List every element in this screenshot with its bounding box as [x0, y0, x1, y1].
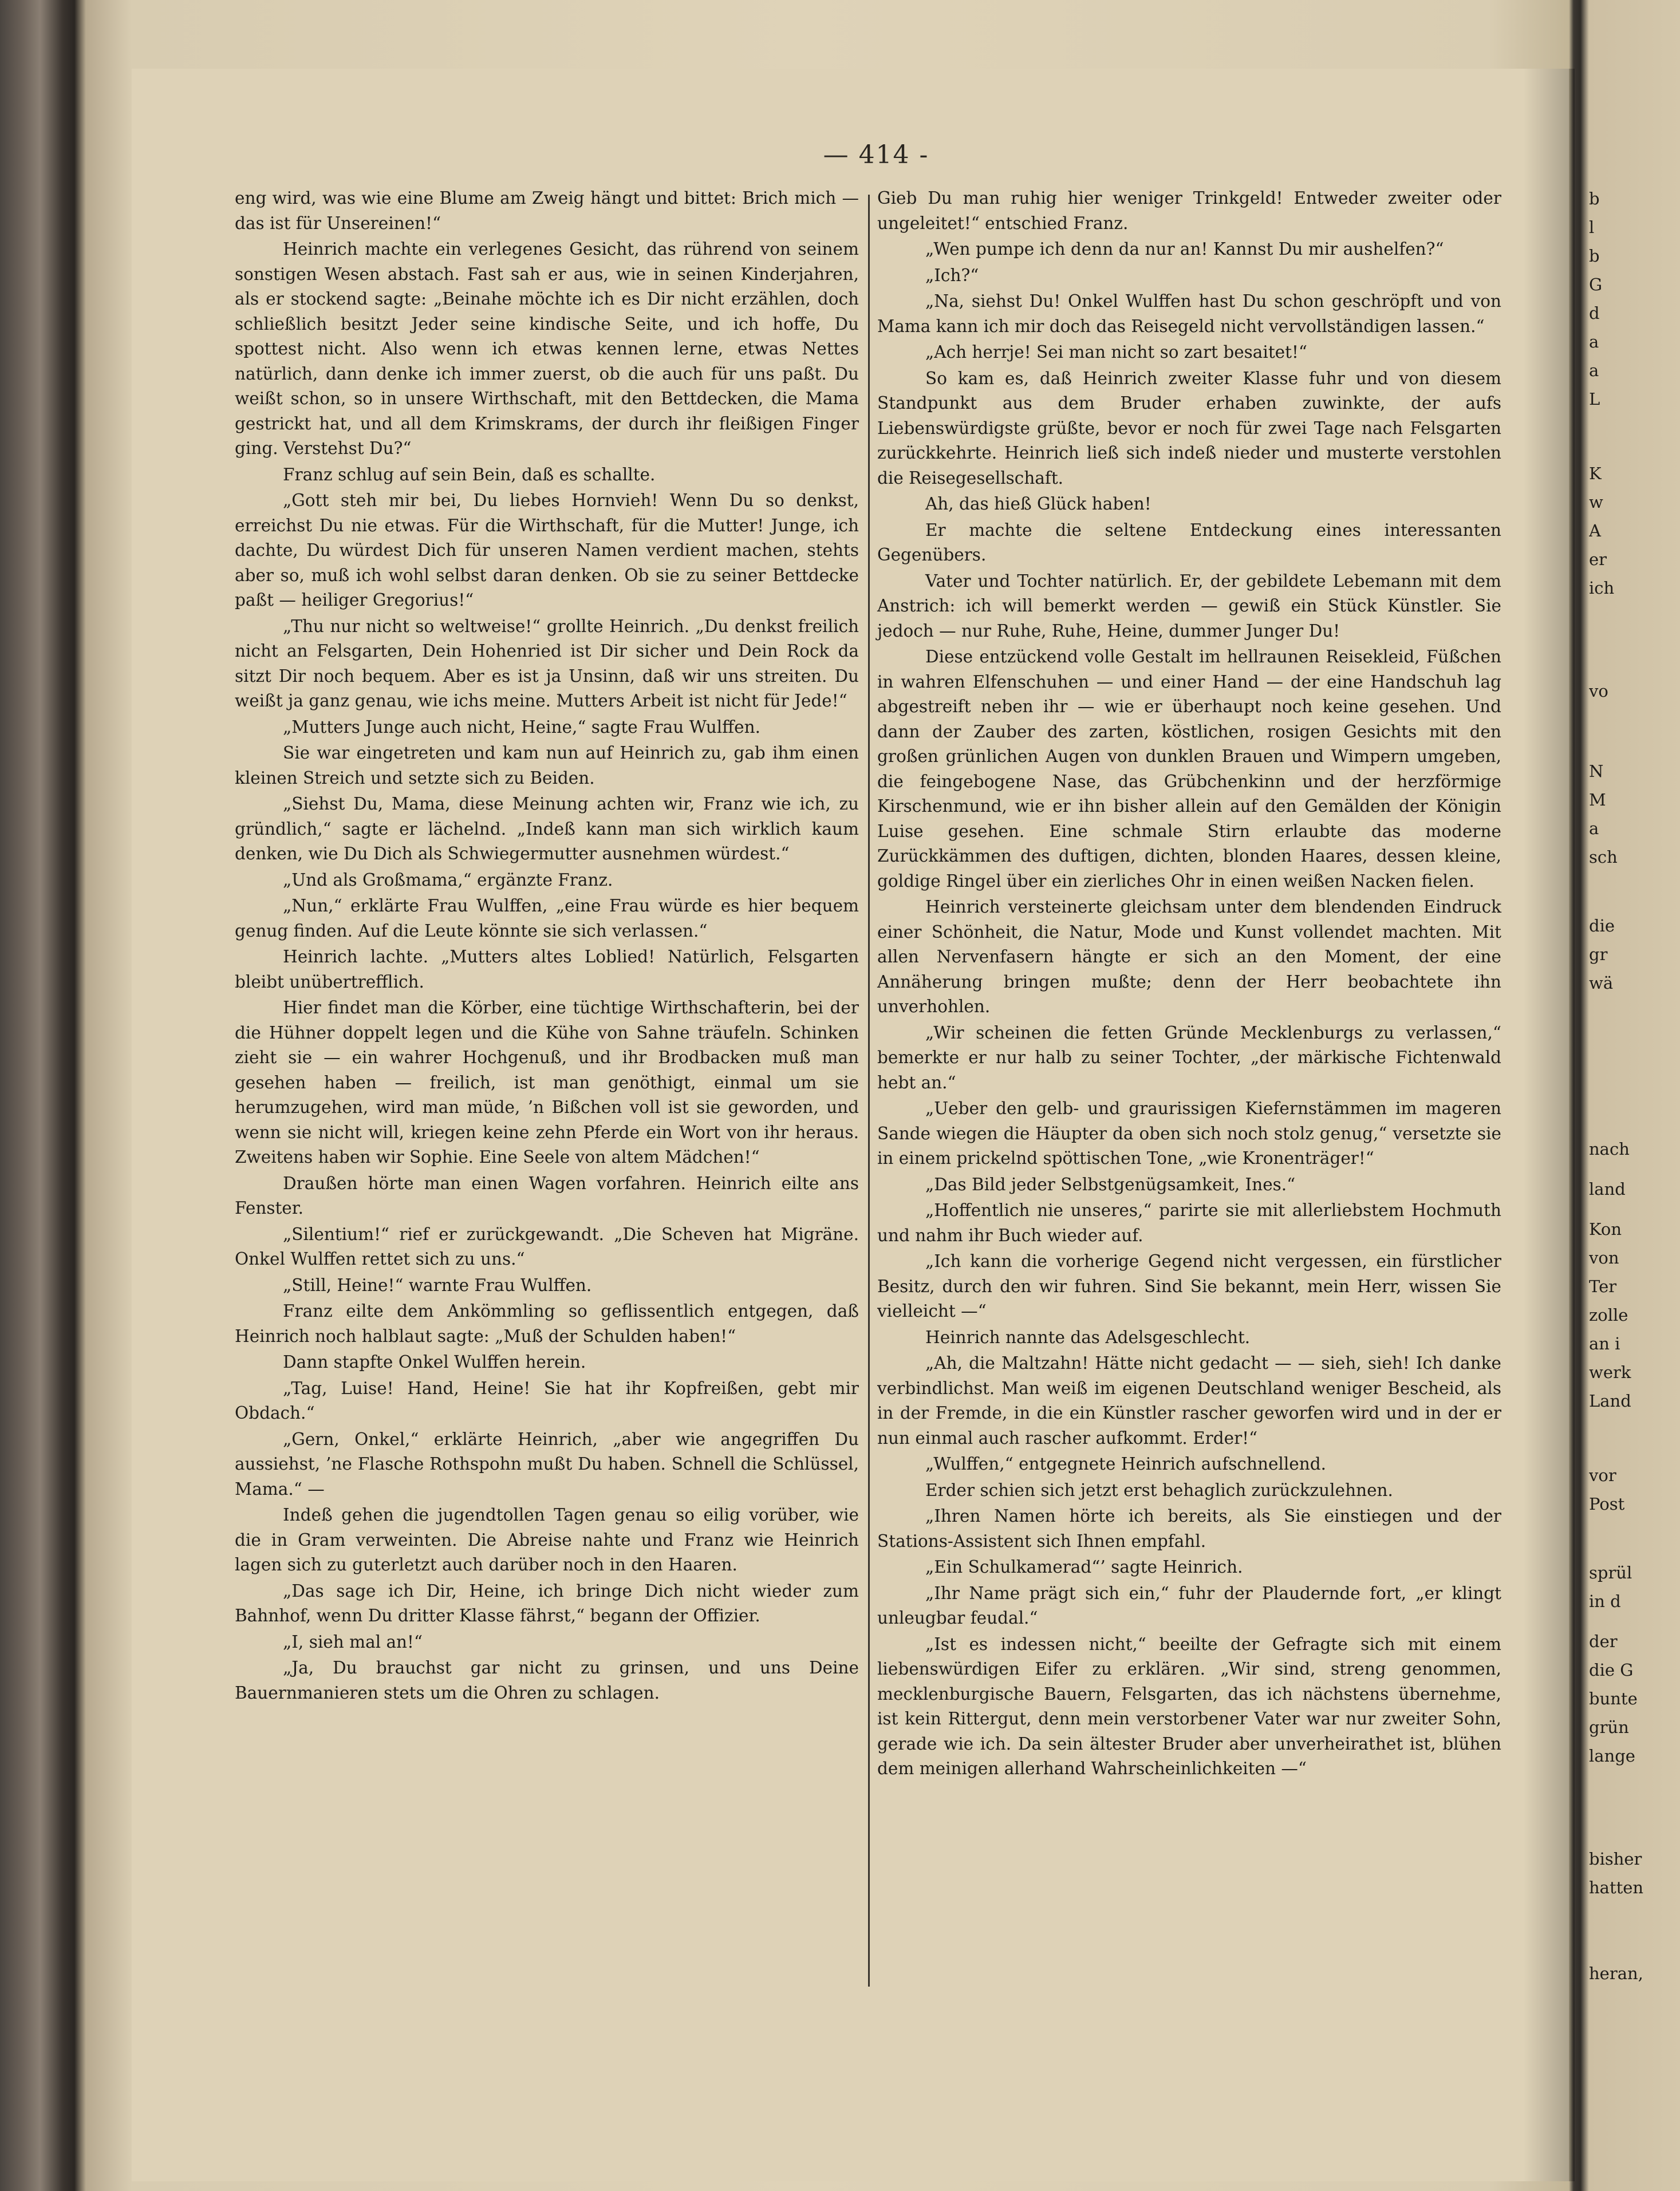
next-page-fragment: wä	[1589, 973, 1614, 993]
paragraph: Gieb Du man ruhig hier weniger Trinkgeld! Entweder zweiter oder ungeleitet!“ entschied Franz.	[877, 188, 1501, 233]
paragraph: „Tag, Luise! Hand, Heine! Sie hat ihr Kopfreißen, gebt mir Obdach.“	[235, 1378, 859, 1423]
next-page-fragment: grün	[1589, 1718, 1629, 1737]
next-page-fragment: A	[1589, 521, 1601, 540]
next-page-fragment: hatten	[1589, 1878, 1644, 1897]
paragraph: „Na, siehst Du! Onkel Wulffen hast Du schon geschröpft und von Mama kann ich mir doch das Reisegeld nicht vervollständigen lassen.“	[877, 291, 1501, 336]
paragraph: „Ich?“	[925, 265, 979, 285]
paragraph: Dann stapfte Onkel Wulffen herein.	[283, 1352, 586, 1372]
paragraph: „Ihren Namen hörte ich bereits, als Sie einstiegen und der Stations-Assistent sich Ihnen empfahl.	[877, 1506, 1501, 1551]
next-page-fragment: nach	[1589, 1139, 1630, 1159]
next-page-fragment: sprül	[1589, 1563, 1632, 1582]
next-page-fragment: N	[1589, 761, 1604, 781]
paragraph: Hier findet man die Körber, eine tüchtige Wirthschafterin, bei der die Hühner doppelt legen und die Kühe von Sahne träufeln. Schinken zieht sie — ein wahrer Hochgenuß, und ihr Brodbacken muß man gesehen haben — freilich, ist man genöthigt, einmal um sie herumzugehen, wird man müde, ’n Bißchen voll ist sie geworden, und wenn sie nicht will, kriegen keine zehn Pferde ein Wort von ihr heraus. Zweitens haben wir Sophie. Eine Seele von altem Mädchen!“	[235, 998, 859, 1167]
next-page-fragment: b	[1589, 189, 1600, 208]
paragraph: „Still, Heine!“ warnte Frau Wulffen.	[283, 1275, 592, 1295]
paragraph: „Siehst Du, Mama, diese Meinung achten wir, Franz wie ich, zu gründlich,“ sagte er lächelnd. „Indeß kann man sich wirklich kaum denken, wie Du Dich als Schwiegermutter ausnehmen würdest.“	[235, 794, 859, 863]
paragraph: „Mutters Junge auch nicht, Heine,“ sagte Frau Wulffen.	[283, 717, 760, 737]
next-page-fragment: Land	[1589, 1391, 1631, 1411]
paragraph: Franz schlug auf sein Bein, daß es schallte.	[283, 464, 656, 484]
next-page-fragment: a	[1589, 361, 1599, 380]
paragraph: „Und als Großmama,“ ergänzte Franz.	[283, 870, 613, 890]
paragraph: „Ach herrje! Sei man nicht so zart besaitet!“	[925, 342, 1307, 362]
next-page-fragment: der	[1589, 1632, 1618, 1651]
paragraph: Erder schien sich jetzt erst behaglich zurückzulehnen.	[925, 1480, 1393, 1500]
right-text-column	[877, 186, 1501, 2024]
next-page-fragment: d	[1589, 303, 1600, 323]
paragraph: „Ueber den gelb- und graurissigen Kiefernstämmen im mageren Sande wiegen die Häupter da oben sich noch stolz genug,“ versetzte sie in einem prickelnd spöttischen Tone, „wie Kronenträger!“	[877, 1099, 1501, 1168]
paragraph: Indeß gehen die jugendtollen Tagen genau so eilig vorüber, wie die in Gram verweinten. Die Abreise nahte und Franz wie Heinrich lagen sich zu guterletzt auch darüber noch in den Haaren.	[235, 1505, 859, 1574]
paragraph: „Das Bild jeder Selbstgenügsamkeit, Ines.“	[925, 1174, 1296, 1194]
paragraph: „Hoffentlich nie unseres,“ parirte sie mit allerliebstem Hochmuth und nahm ihr Buch wieder auf.	[877, 1201, 1501, 1245]
paragraph: „Wir scheinen die fetten Gründe Mecklenburgs zu verlassen,“ bemerkte er nur halb zu seiner Tochter, „der märkische Fichtenwald hebt an.“	[877, 1023, 1501, 1092]
next-page-fragment: an i	[1589, 1334, 1620, 1353]
paragraph: Draußen hörte man einen Wagen vorfahren. Heinrich eilte ans Fenster.	[235, 1173, 859, 1218]
next-page-fragment: vo	[1589, 681, 1608, 701]
next-page-fragment: von	[1589, 1248, 1619, 1268]
next-page-fragment: zolle	[1589, 1305, 1628, 1325]
next-page-fragment: a	[1589, 332, 1599, 352]
paragraph: „Thu nur nicht so weltweise!“ grollte Heinrich. „Du denkst freilich nicht an Felsgarten, Dein Hohenried ist Dir sicher und Dein Rock da sitzt Dir noch bequem. Aber es ist ja Unsinn, daß wir uns streiten. Du weißt ja ganz genau, wie ichs meine. Mutters Arbeit ist nicht für Jede!“	[235, 616, 859, 710]
next-page-fragment: G	[1589, 275, 1603, 294]
paragraph: Sie war eingetreten und kam nun auf Heinrich zu, gab ihm einen kleinen Streich und setzte sich zu Beiden.	[235, 743, 859, 788]
paragraph: „Wen pumpe ich denn da nur an! Kannst Du mir aushelfen?“	[925, 239, 1444, 259]
paragraph: Vater und Tochter natürlich. Er, der gebildete Lebemann mit dem Anstrich: ich will bemerkt werden — gewiß ein Stück Künstler. Sie jedoch — nur Ruhe, Ruhe, Heine, dummer Junger Du!	[877, 571, 1501, 641]
next-page-fragment: bisher	[1589, 1849, 1642, 1869]
paragraph: „Ja, Du brauchst gar nicht zu grinsen, und uns Deine Bauernmanieren stets um die Ohren zu schlagen.	[235, 1658, 859, 1703]
paragraph: So kam es, daß Heinrich zweiter Klasse fuhr und von diesem Standpunkt aus dem Bruder erhaben zuwinkte, der aufs Liebenswürdigste grüßte, bevor er noch für zwei Tage nach Felsgarten zurückkehrte. Heinrich ließ sich indeß nieder und musterte verstohlen die Reisegesellschaft.	[877, 368, 1501, 488]
next-page-edge	[1589, 189, 1680, 2021]
next-page-fragment: Ter	[1589, 1277, 1617, 1296]
next-page-fragment: b	[1589, 246, 1600, 266]
next-page-fragment: Post	[1589, 1494, 1625, 1514]
next-page-fragment: er	[1589, 550, 1607, 569]
paragraph: „Das sage ich Dir, Heine, ich bringe Dich nicht wieder zum Bahnhof, wenn Du dritter Klasse fährst,“ begann der Offizier.	[235, 1581, 859, 1625]
page-gutter-shadow	[1523, 69, 1575, 2181]
paragraph: „Wulffen,“ entgegnete Heinrich aufschnellend.	[925, 1454, 1326, 1474]
paragraph: „I, sieh mal an!“	[283, 1632, 423, 1652]
paragraph: Diese entzückend volle Gestalt im hellraunen Reisekleid, Füßchen in wahren Elfenschuhen — und einer Hand — der eine Handschuh lag abgestreift neben ihr — wie er überhaupt noch keine gesehen. Und dann der Zauber des zarten, köstlichen, rosigen Gesichts mit den großen grünlichen Augen von dunklen Brauen und Wimpern umgeben, die feingebogene Nase, das Grübchenkinn und der herzförmige Kirschenmund, wie er ihn bisher allein auf den Gemälden der Königin Luise gesehen. Eine schmale Stirn erlaubte das moderne Zurückkämmen des duftigen, dichten, blonden Haares, dessen kleine, goldige Ringel über ein zierliches Ohr in einen weißen Nacken fielen.	[877, 647, 1501, 891]
paragraph: eng wird, was wie eine Blume am Zweig hängt und bittet: Brich mich — das ist für Unsereinen!“	[235, 188, 859, 233]
paragraph: „Ist es indessen nicht,“ beeilte der Gefragte sich mit einem liebenswürdigen Eifer zu erklären. „Wir sind, streng genommen, mecklenburgische Bauern, Felsgarten, das ich nächstens übernehme, ist kein Rittergut, denn mein verstorbener Vater war nur zweiter Sohn, gerade wie ich. Da sein ältester Bruder aber unverheirathet ist, blühen dem meinigen allerhand Wahrscheinlichkeiten —“	[877, 1634, 1501, 1778]
next-page-fragment: gr	[1589, 945, 1608, 964]
paragraph: Heinrich versteinerte gleichsam unter dem blendenden Eindruck einer Schönheit, die Natur, Mode und Kunst vollendet machten. Mit allen Nervenfasern hängte er sich an den Moment, der eine Annäherung bringen mußte; denn der Herr beobachtete ihn unverhohlen.	[877, 897, 1501, 1016]
paragraph: „Ihr Name prägt sich ein,“ fuhr der Plaudernde fort, „er klingt unleugbar feudal.“	[877, 1583, 1501, 1628]
next-page-fragment: Kon	[1589, 1219, 1622, 1239]
next-page-fragment: l	[1589, 218, 1595, 237]
next-page-fragment: a	[1589, 819, 1599, 838]
next-page-fragment: heran,	[1589, 1964, 1643, 1983]
paragraph: Franz eilte dem Ankömmling so geflissentlich entgegen, daß Heinrich noch halblaut sagte: „Muß der Schulden haben!“	[235, 1301, 859, 1346]
paragraph: „Gern, Onkel,“ erklärte Heinrich, „aber wie angegriffen Du aussiehst, ’ne Flasche Rothspohn mußt Du haben. Schnell die Schlüssel, Mama.“ —	[235, 1429, 859, 1499]
left-text-column	[235, 186, 859, 2024]
paragraph: „Ein Schulkamerad“’ sagte Heinrich.	[925, 1557, 1243, 1577]
paragraph: Ah, das hieß Glück haben!	[925, 494, 1151, 514]
next-page-fragment: in d	[1589, 1592, 1621, 1611]
paragraph: Heinrich machte ein verlegenes Gesicht, das rührend von seinem sonstigen Wesen abstach. Fast sah er aus, wie in seinen Kinderjahren, als er stockend sagte: „Beinahe möchte ich es Dir nicht erzählen, doch schließlich besitzt Jeder seine kindische Seite, und ich hoffe, Du spottest nicht. Also wenn ich etwas kennen lerne, etwas Nettes natürlich, dann denke ich immer zuerst, ob die auch für uns paßt. Du weißt schon, so in unsere Wirthschaft, mit den Bettdecken, die Mama gestrickt hat, und all dem Krimskrams, der durch ihr fleißigen Finger ging. Verstehst Du?“	[235, 239, 859, 458]
paragraph: „Nun,“ erklärte Frau Wulffen, „eine Frau würde es hier bequem genug finden. Auf die Leute könnte sie sich verlassen.“	[235, 896, 859, 941]
next-page-fragment: werk	[1589, 1363, 1631, 1382]
paragraph: Er machte die seltene Entdeckung eines interessanten Gegenübers.	[877, 520, 1501, 564]
paragraph: Heinrich nannte das Adelsgeschlecht.	[925, 1327, 1251, 1347]
next-page-fragment: land	[1589, 1179, 1626, 1199]
paragraph: „Ah, die Maltzahn! Hätte nicht gedacht — — sieh, sieh! Ich danke verbindlichst. Man weiß im eigenen Deutschland weniger Bescheid, als in der Fremde, in die ein Künstler rascher geworfen wird und in der er nun einmal auch rascher aufkommt. Erder!“	[877, 1353, 1501, 1448]
page-number: — 414 -	[823, 140, 929, 169]
paragraph: „Gott steh mir bei, Du liebes Hornvieh! Wenn Du so denkst, erreichst Du nie etwas. Für die Wirthschaft, für die Mutter! Junge, ich dachte, Du würdest Dich für unseren Namen verdient machen, stehts aber so, muß ich wohl selbst daran denken. Ob sie zu seiner Bettdecke paßt — heiliger Gregorius!“	[235, 491, 859, 610]
next-page-fragment: M	[1589, 790, 1606, 810]
next-page-fragment: die G	[1589, 1660, 1634, 1680]
column-rule	[868, 195, 870, 1987]
next-page-fragment: L	[1589, 389, 1600, 409]
next-page-fragment: lange	[1589, 1746, 1635, 1766]
paragraph: „Ich kann die vorherige Gegend nicht vergessen, ein fürstlicher Besitz, durch den wir fuhren. Sind Sie bekannt, mein Herr, wissen Sie vielleicht —“	[877, 1252, 1501, 1321]
next-page-fragment: ich	[1589, 578, 1615, 598]
next-page-fragment: K	[1589, 464, 1602, 483]
next-page-fragment: die	[1589, 916, 1615, 935]
next-page-fragment: sch	[1589, 847, 1618, 867]
paragraph: Heinrich lachte. „Mutters altes Loblied! Natürlich, Felsgarten bleibt unübertrefflich.	[235, 947, 859, 992]
paragraph: „Silentium!“ rief er zurückgewandt. „Die Scheven hat Migräne. Onkel Wulffen rettet sich zu uns.“	[235, 1224, 859, 1269]
next-page-fragment: w	[1589, 492, 1603, 512]
next-page-fragment: vor	[1589, 1466, 1616, 1485]
next-page-fragment: bunte	[1589, 1689, 1638, 1708]
